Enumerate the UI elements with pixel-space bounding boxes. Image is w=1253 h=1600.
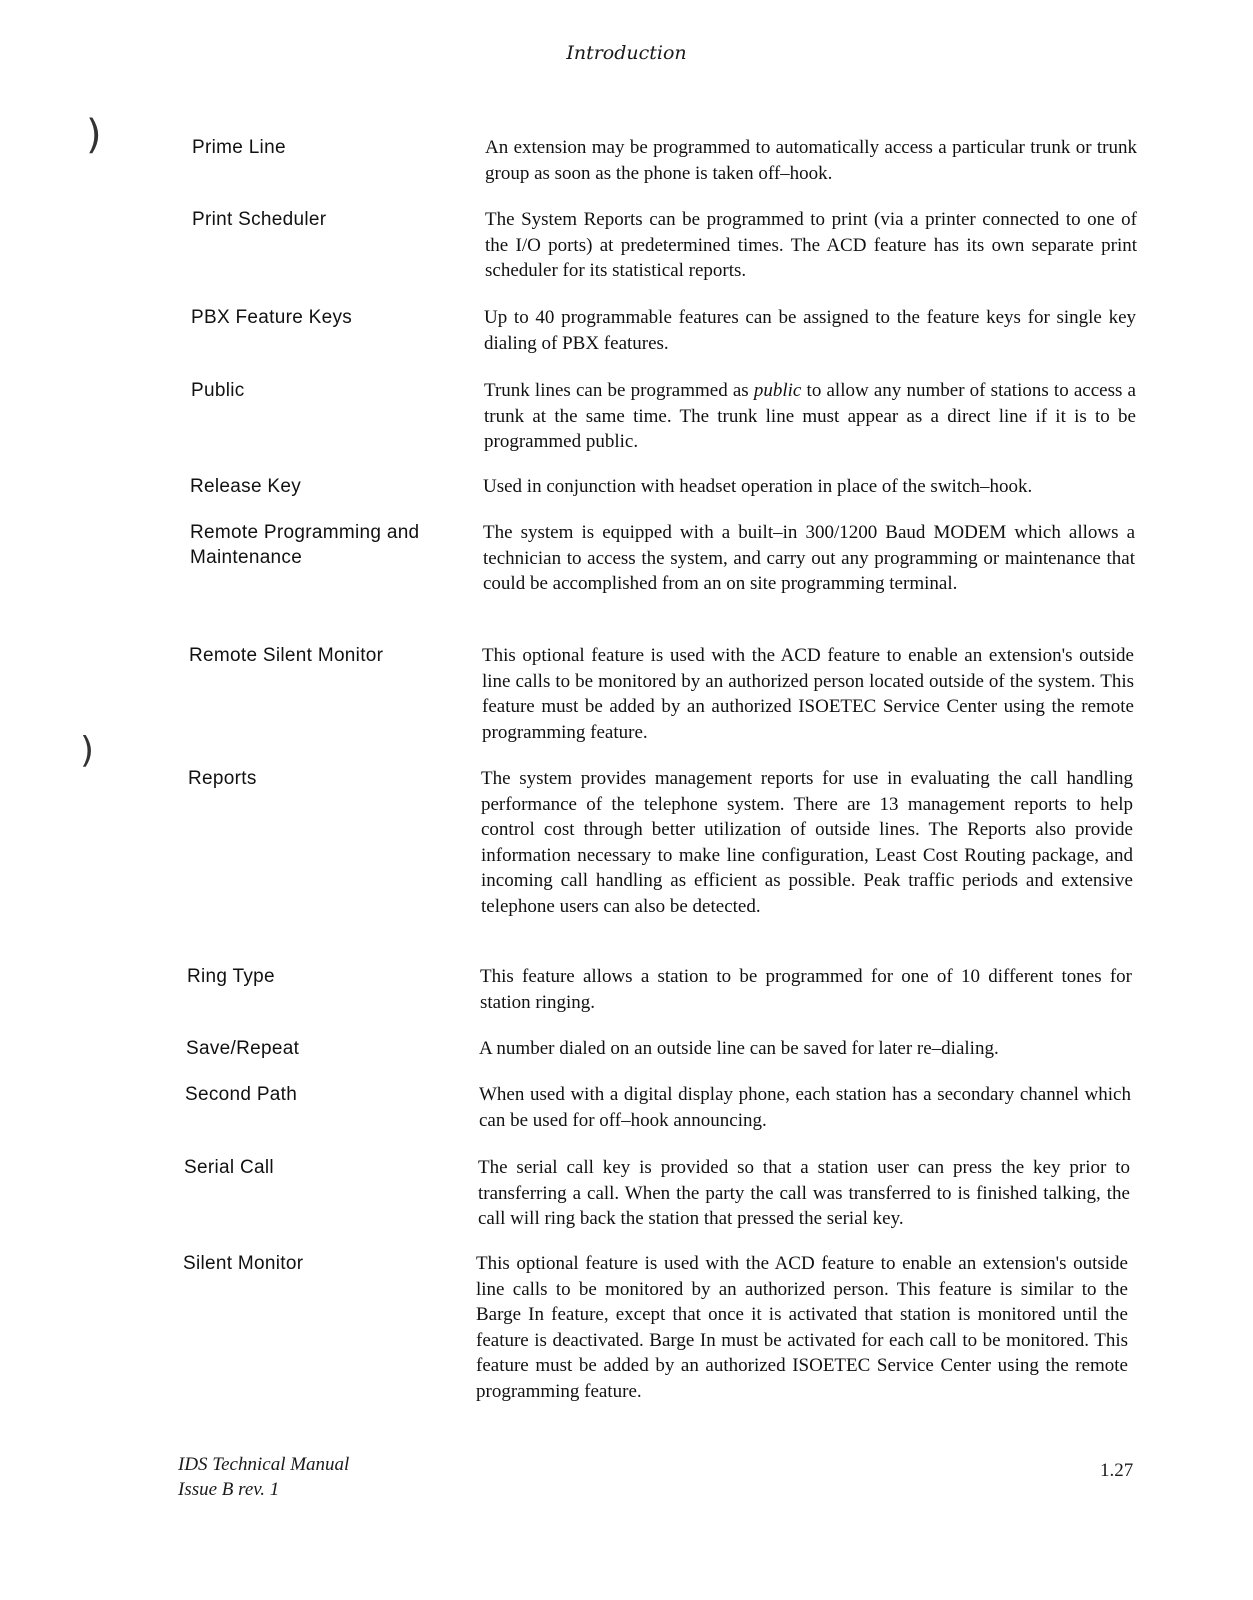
footer-manual-info bbox=[178, 1452, 349, 1502]
footer-manual-title: IDS Technical Manual bbox=[178, 1454, 350, 1475]
entry-description: This optional feature is used with the ACD feature to enable an extension's outside line calls to be monitored by an authorized person located outside of the system. This feature must be added by an authorized ISOETEC Service Center using the remote programming feature. bbox=[482, 645, 1134, 743]
entry-description: This feature allows a station to be programmed for one of 10 different tones for station ringing. bbox=[480, 966, 1132, 1013]
entry-term: Prime Line bbox=[192, 137, 286, 158]
entry-description: A number dialed on an outside line can be saved for later re–dialing. bbox=[479, 1038, 999, 1059]
entry-description bbox=[484, 378, 1136, 455]
entry-term: PBX Feature Keys bbox=[191, 307, 353, 328]
footer-issue: Issue B rev. 1 bbox=[178, 1479, 280, 1500]
entry-term: Silent Monitor bbox=[183, 1253, 304, 1274]
entry-term: Reports bbox=[188, 768, 257, 789]
entry-description: The serial call key is provided so that a station user can press the key prior to transferring a call. When the party the call was transferred to is finished talking, the call will ring back the station that pressed the serial key. bbox=[478, 1157, 1130, 1229]
entry-description: Used in conjunction with headset operation in place of the switch–hook. bbox=[483, 476, 1033, 497]
entry-term: Ring Type bbox=[187, 966, 275, 987]
page-number: 1.27 bbox=[1100, 1460, 1134, 1481]
entry-description: This optional feature is used with the ACD feature to enable an extension's outside line calls to be monitored by an authorized person. This feature is similar to the Barge In feature, except that once it is activated that station is monitored until the feature is deactivated. Barge In must be activated for each call to be monitored. This feature must be added by an authorized ISOETEC Service Center using the remote programming feature. bbox=[476, 1253, 1128, 1402]
entry-description: The System Reports can be programmed to print (via a printer connected to one of the I/O ports) at predetermined times. The ACD feature has its own separate print scheduler for its statistical reports. bbox=[485, 209, 1137, 281]
entry-term: Release Key bbox=[190, 476, 302, 497]
emphasized-word: public bbox=[753, 380, 802, 401]
entry-term: Remote Programming and Maintenance bbox=[190, 522, 420, 568]
entry-description: The system is equipped with a built–in 300/1200 Baud MODEM which allows a technician to access the system, and carry out any programming or maintenance that could be accomplished from an on site programming terminal. bbox=[483, 522, 1135, 594]
page-header: Introduction bbox=[566, 42, 687, 64]
entry-term: Print Scheduler bbox=[192, 209, 327, 230]
entry-term: Save/Repeat bbox=[186, 1038, 300, 1059]
hole-punch-mark: ) bbox=[80, 730, 95, 771]
entry-term: Remote Silent Monitor bbox=[189, 645, 384, 666]
description-text: Trunk lines can be programmed as bbox=[484, 380, 754, 401]
hole-punch-mark: ) bbox=[86, 112, 102, 158]
entry-description: Up to 40 programmable features can be assigned to the feature keys for single key dialing of PBX features. bbox=[484, 307, 1136, 354]
description-text: to allow any number of stations to access a trunk at the same time. The trunk line must appear as a direct line if it is to be programmed public. bbox=[484, 380, 1136, 452]
entry-term: Serial Call bbox=[184, 1157, 274, 1178]
entry-description: The system provides management reports for use in evaluating the call handling performance of the telephone system. There are 13 management reports to help control cost through better utilization of outside lines. The Reports also provide information necessary to make line configuration, Least Cost Routing package, and incoming call handling as efficient as possible. Peak traffic periods and extensive telephone users can also be detected. bbox=[481, 768, 1133, 917]
entry-description: When used with a digital display phone, each station has a secondary channel which can be used for off–hook announcing. bbox=[479, 1084, 1131, 1131]
entry-description: An extension may be programmed to automatically access a particular trunk or trunk group as soon as the phone is taken off–hook. bbox=[485, 137, 1137, 184]
entry-term: Public bbox=[191, 380, 245, 401]
entry-term: Second Path bbox=[185, 1084, 298, 1105]
